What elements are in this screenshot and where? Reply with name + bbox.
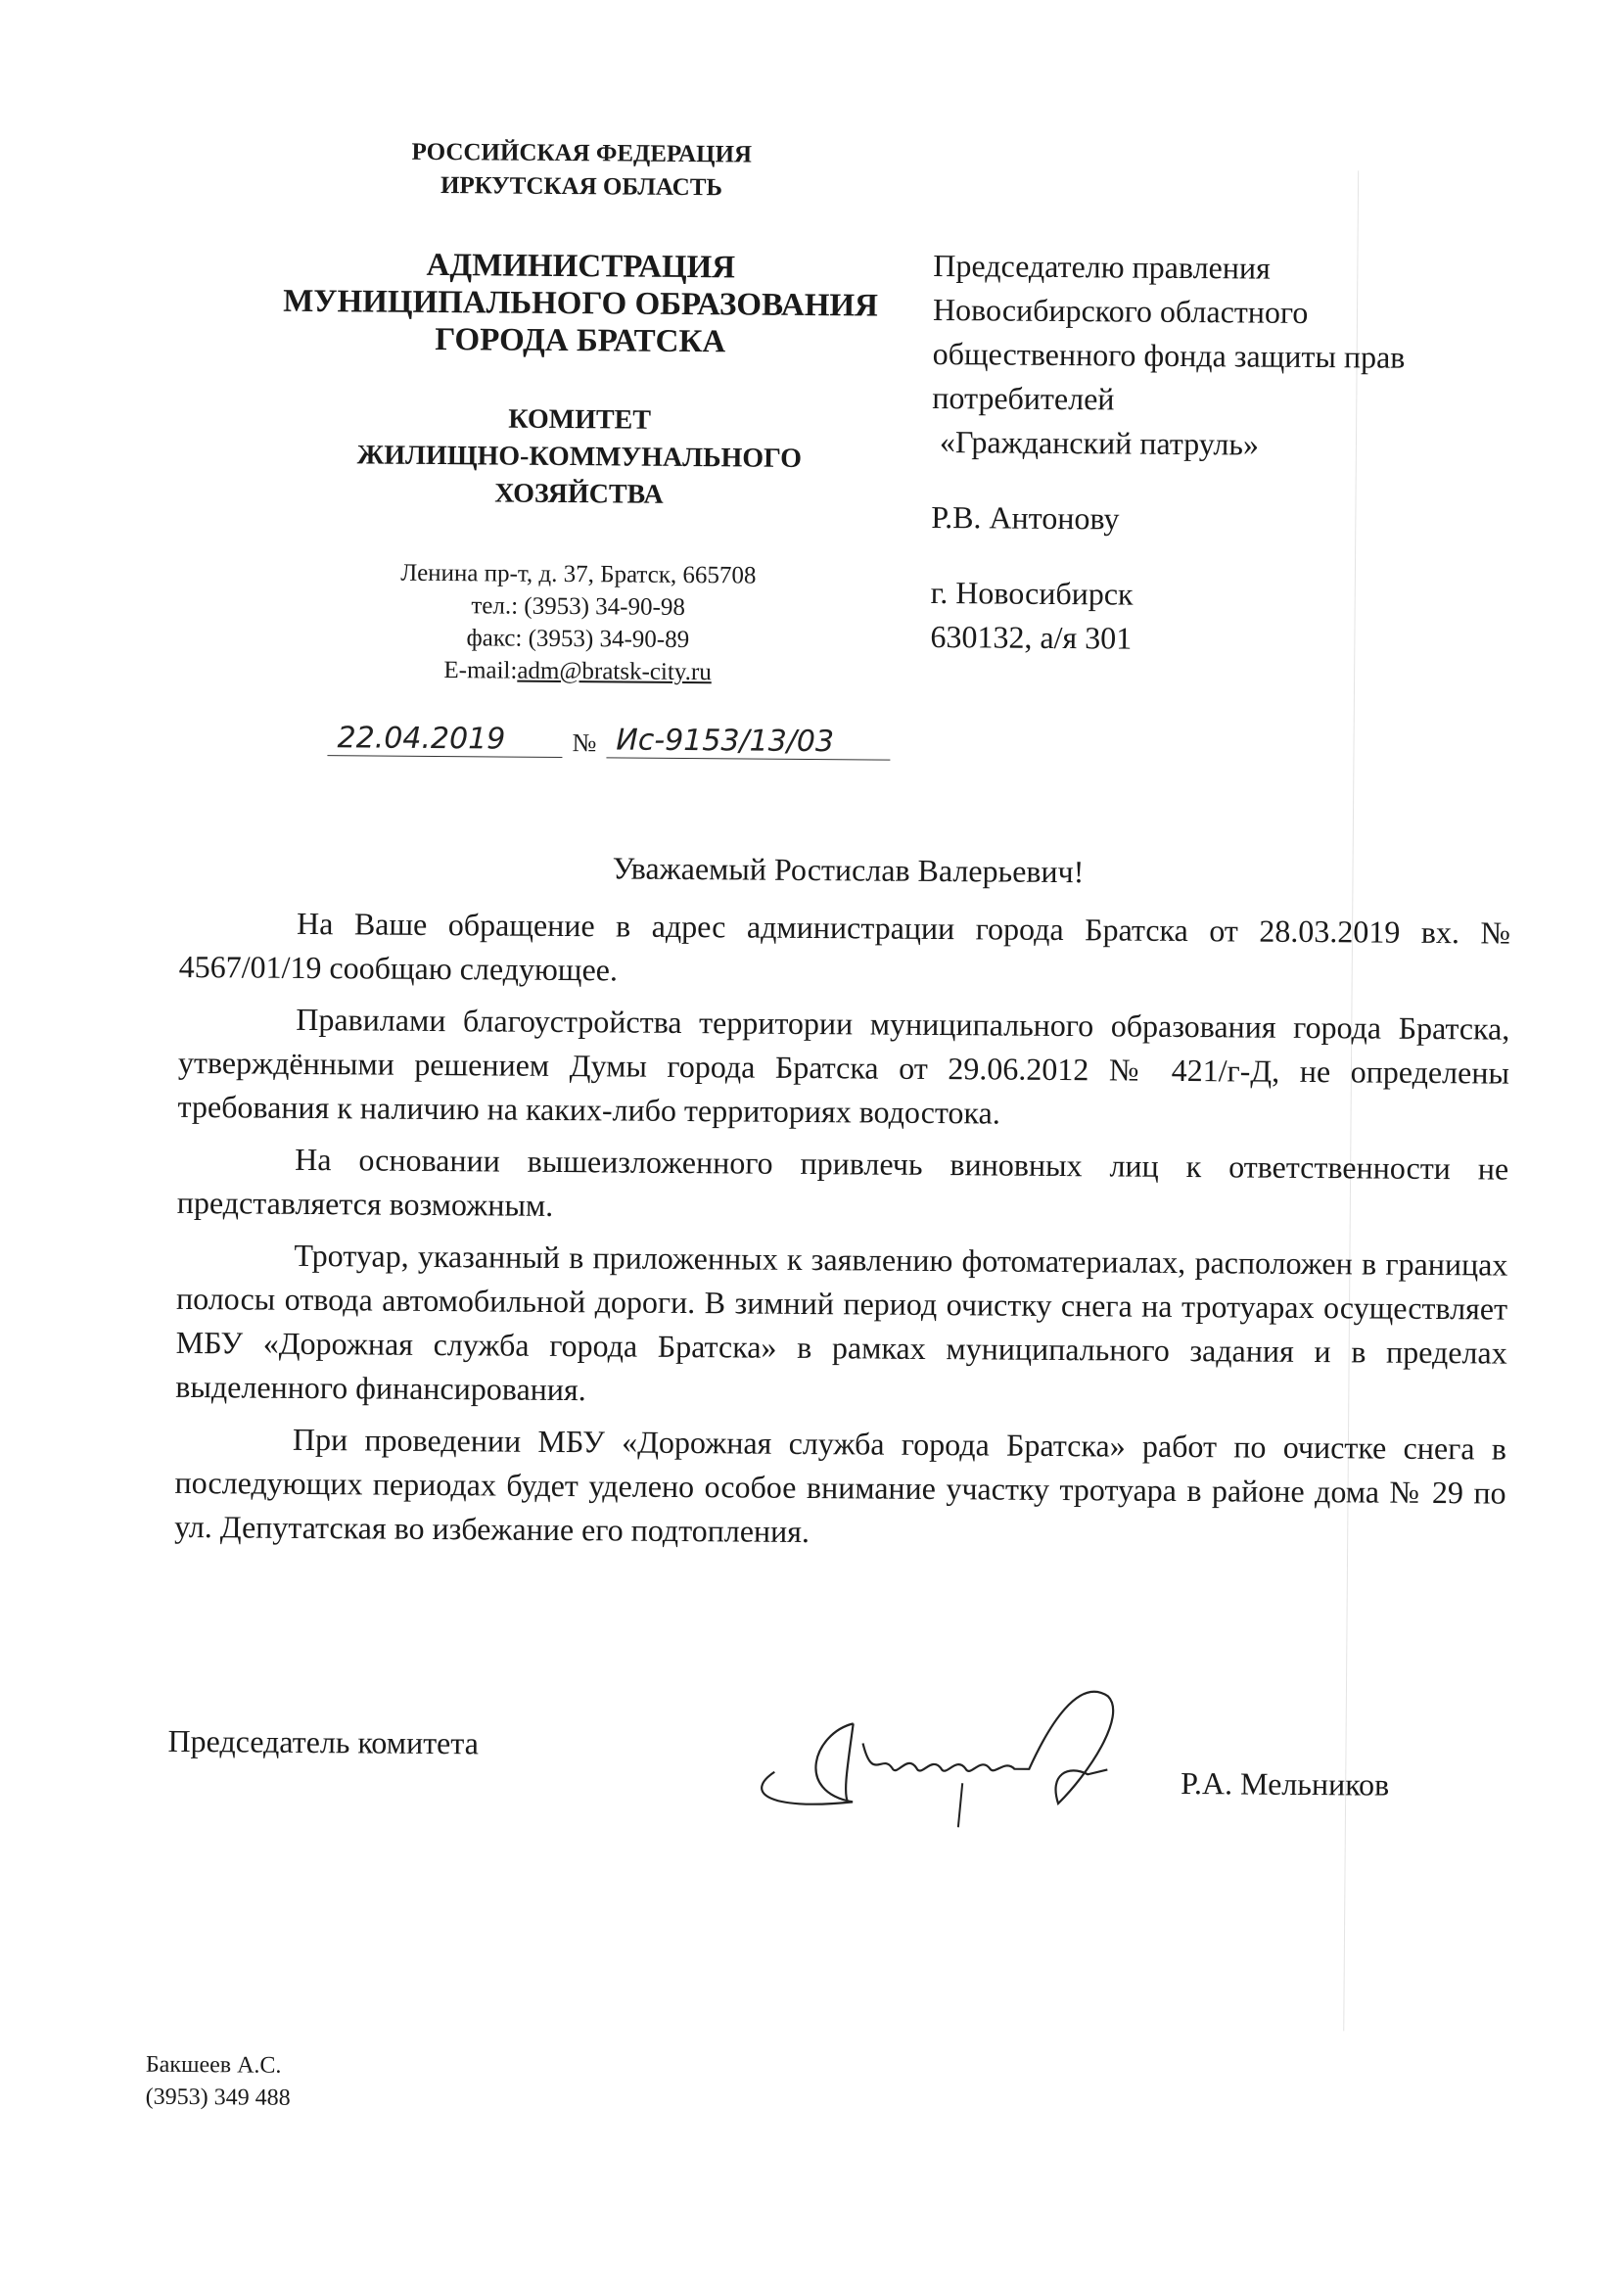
addressee-line: Председателю правления: [933, 247, 1271, 286]
addressee-line: потребителей: [932, 379, 1115, 417]
addressee-name: Р.В. Антонову: [931, 498, 1120, 537]
paragraph: Тротуар, указанный в приложенных к заявлению фотоматериалах, расположен в границах полосы отвода автомобильной дороги. В зимний период очистку снега на тротуарах осуществляет МБУ «Дорожная служба города Братска» в рамках муниципального задания и в пределах выделенного финансирования.: [175, 1237, 1508, 1408]
email-link[interactable]: adm@bratsk-city.ru: [517, 657, 712, 686]
addressee-line: «Гражданский патруль»: [931, 423, 1260, 462]
addressee-city: г. Новосибирск: [930, 574, 1134, 612]
letterhead-admin: [248, 245, 914, 361]
letterhead-contacts: [274, 556, 882, 690]
committee-line: ХОЗЯЙСТВА: [494, 478, 664, 510]
committee-line: ЖИЛИЩНО-КОММУНАЛЬНОГО: [356, 440, 803, 474]
registration-date: 22.04.2019: [327, 721, 562, 758]
admin-line: ГОРОДА БРАТСКА: [435, 321, 726, 360]
admin-line: АДМИНИСТРАЦИЯ: [426, 247, 736, 286]
number-sign: №: [572, 728, 597, 758]
email-label: E-mail:: [443, 657, 518, 684]
country: РОССИЙСКАЯ ФЕДЕРАЦИЯ: [411, 138, 753, 168]
handwritten-signature: [735, 1663, 1207, 1863]
paragraph: На основании вышеизложенного привлечь виновных лиц к ответственности не представляется возможным.: [176, 1141, 1509, 1223]
region: ИРКУТСКАЯ ОБЛАСТЬ: [440, 172, 723, 202]
phone: тел.: (3953) 34-90-98: [471, 592, 685, 621]
greeting: Уважаемый Ростислав Валерьевич!: [612, 850, 1085, 890]
registration-number: Ис-9153/13/03: [606, 723, 890, 760]
addressee-line: общественного фонда защиты прав: [932, 335, 1406, 375]
addressee-line: Новосибирского областного: [932, 291, 1309, 330]
registration-line: [327, 721, 890, 761]
addressee: [930, 244, 1559, 664]
paragraph: При проведении МБУ «Дорожная служба города Братска» работ по очистке снега в последующих периодах будет уделено особое внимание участку тротуара в районе дома № 29 по ул. Депутатская во избежание его подтопления.: [174, 1421, 1507, 1550]
signer-role: Председатель комитета: [167, 1722, 480, 1761]
admin-line: МУНИЦИПАЛЬНОГО ОБРАЗОВАНИЯ: [283, 283, 879, 324]
addressee-postal: 630132, а/я 301: [930, 618, 1133, 656]
letterhead-committee: [246, 398, 912, 515]
committee-line: КОМИТЕТ: [508, 403, 652, 436]
executor: [146, 2049, 291, 2115]
executor-name: Бакшеев А.С.: [145, 2051, 282, 2079]
paragraph: Правилами благоустройства территории муниципального образования города Братска, утверждёнными решением Думы города Братска от 29.06.2012 № 421/г-Д, не определены требования к наличию на каких-либо территориях водостока.: [177, 1001, 1510, 1131]
letterhead-country: [249, 132, 915, 204]
letter-body: [174, 901, 1510, 1568]
fax: факс: (3953) 34-90-89: [466, 625, 690, 654]
signer-name: Р.А. Мельников: [1181, 1765, 1390, 1803]
paragraph: На Ваше обращение в адрес администрации города Братска от 28.03.2019 вх. № 4567/01/19 сообщаю следующее.: [178, 905, 1511, 988]
executor-phone: (3953) 349 488: [145, 2084, 291, 2111]
address: Ленина пр-т, д. 37, Братск, 665708: [400, 559, 757, 589]
